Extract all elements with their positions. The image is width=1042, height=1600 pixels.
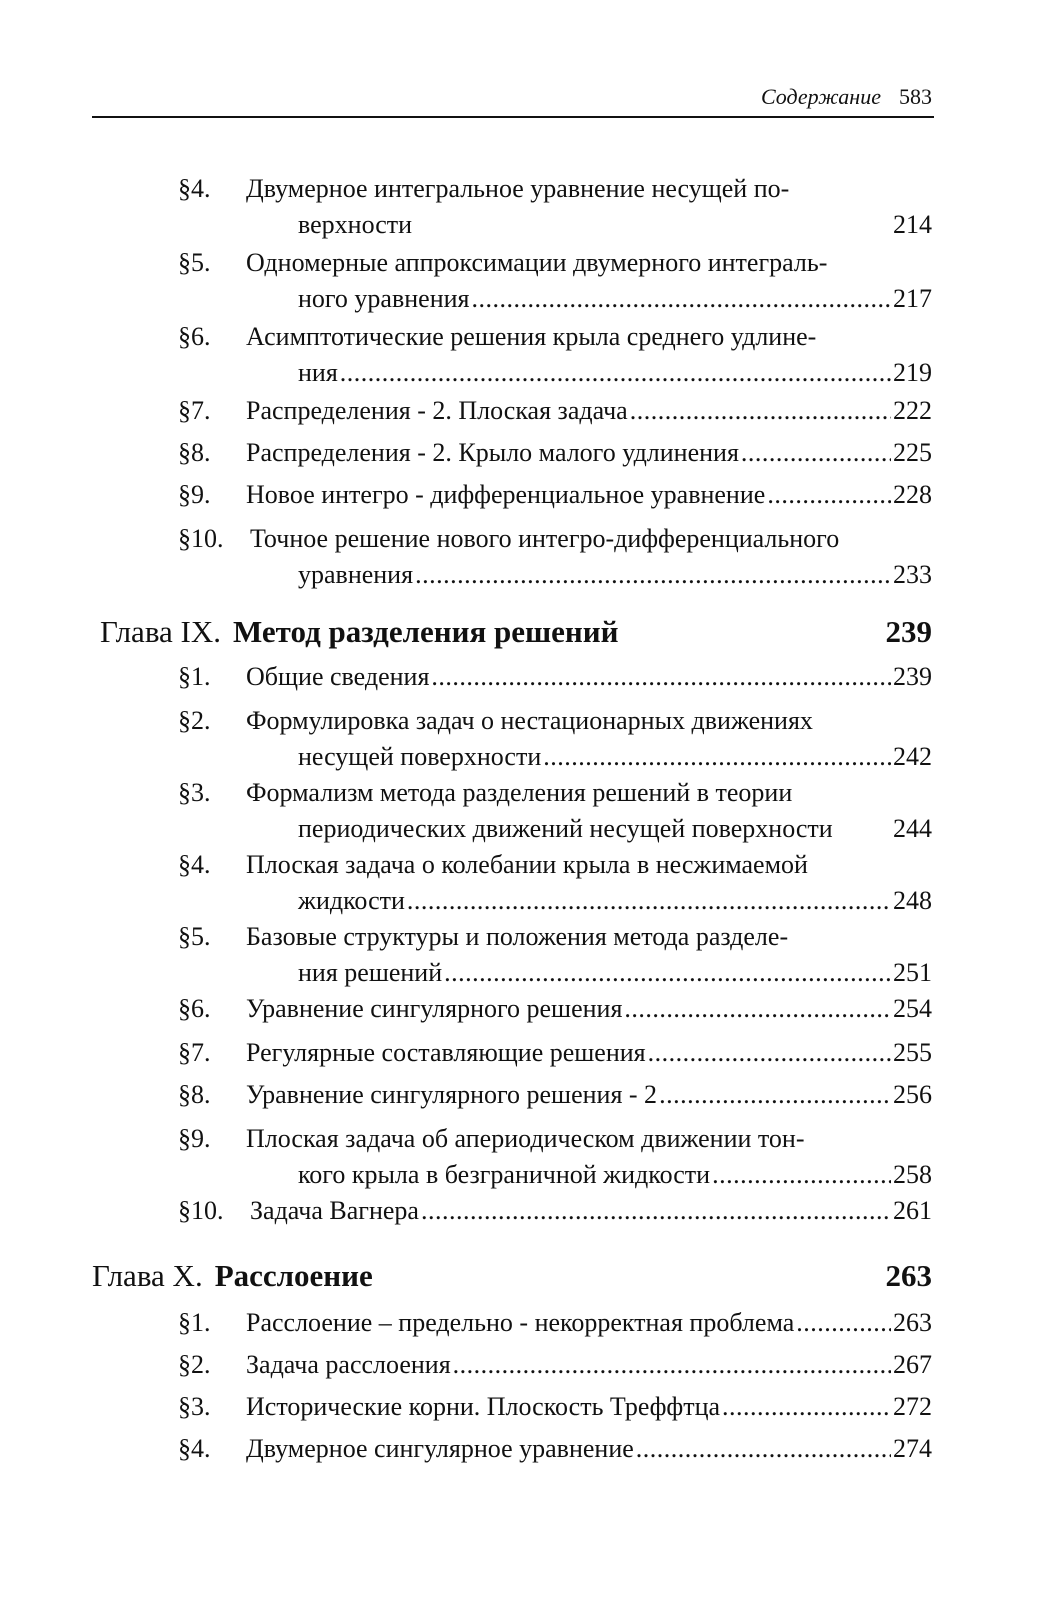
section-number: §4. (178, 174, 211, 203)
section-number: §2. (178, 1350, 211, 1379)
entry-title: Асимптотические решения крыла среднего удлине- (246, 322, 817, 351)
entry-title: Формулировка задач о нестационарных движениях (246, 706, 813, 735)
section-number: §6. (178, 322, 211, 351)
section-number: §5. (178, 922, 211, 951)
entry-title: Расслоение – предельно - некорректная проблема (246, 1308, 795, 1337)
section-number: §10. (178, 524, 224, 553)
entry-title: Одномерные аппроксимации двумерного интеграль- (246, 248, 828, 277)
entry-line (246, 1432, 932, 1466)
entry-page-number: 228 (893, 480, 932, 509)
entry-title: Формализм метода разделения решений в теории (246, 778, 793, 807)
entry-title: ния (298, 358, 338, 387)
toc-entry[interactable] (178, 776, 932, 848)
entry-title: Точное решение нового интегро-дифференциального (250, 524, 840, 553)
entry-title: несущей поверхности (298, 742, 542, 771)
section-number: §8. (178, 438, 211, 467)
entry-page-number: 255 (893, 1038, 932, 1067)
entry-title: верхности (298, 210, 413, 239)
entry-page-number: 274 (893, 1434, 932, 1463)
toc-entry[interactable] (178, 522, 932, 594)
section-number: §7. (178, 396, 211, 425)
entry-line (246, 1078, 932, 1112)
entry-page-number: 219 (893, 358, 932, 387)
toc-entry[interactable] (178, 436, 932, 472)
entry-line (298, 356, 932, 390)
dot-leader (648, 1036, 891, 1070)
entry-title: Уравнение сингулярного решения - 2 (246, 1080, 658, 1109)
entry-page-number: 217 (893, 284, 932, 313)
section-number: §2. (178, 706, 211, 735)
toc-entry[interactable] (178, 1348, 932, 1384)
dot-leader (636, 1432, 891, 1466)
entry-line (298, 558, 932, 592)
entry-line (246, 920, 932, 954)
page-number: 583 (899, 84, 932, 109)
chapter-heading (92, 1256, 932, 1296)
entry-title: уравнения (298, 560, 414, 589)
section-number: §1. (178, 1308, 211, 1337)
toc-entry[interactable] (178, 848, 932, 920)
entry-line (298, 1158, 932, 1192)
toc-entry[interactable] (178, 992, 932, 1028)
entry-title: Распределения - 2. Плоская задача (246, 396, 628, 425)
entry-page-number: 225 (893, 438, 932, 467)
entry-line (246, 992, 932, 1026)
entry-line (246, 246, 932, 280)
dot-leader (415, 558, 891, 592)
toc-entry[interactable] (178, 1390, 932, 1426)
entry-line (246, 172, 932, 206)
dot-leader (712, 1158, 891, 1192)
entry-line (246, 320, 932, 354)
toc-entry[interactable] (178, 246, 932, 318)
entry-page-number: 258 (893, 1160, 932, 1189)
toc-entry[interactable] (178, 1432, 932, 1468)
toc-entry[interactable] (178, 1078, 932, 1114)
section-number: §1. (178, 662, 211, 691)
section-number: §9. (178, 480, 211, 509)
entry-line (246, 704, 932, 738)
dot-leader (444, 956, 891, 990)
entry-page-number: 261 (893, 1196, 932, 1225)
entry-line (246, 1122, 932, 1156)
toc-entry[interactable] (178, 394, 932, 430)
entry-title: Плоская задача об апериодическом движении тон- (246, 1124, 805, 1153)
entry-line (298, 208, 932, 242)
chapter-page-number: 263 (885, 1258, 932, 1293)
dot-leader (543, 740, 891, 774)
entry-title: Плоская задача о колебании крыла в несжимаемой (246, 850, 808, 879)
toc-entry[interactable] (178, 660, 932, 696)
entry-title: Исторические корни. Плоскость Треффтца (246, 1392, 721, 1421)
section-number: §8. (178, 1080, 211, 1109)
toc-entry[interactable] (178, 1306, 932, 1342)
dot-leader (741, 436, 891, 470)
entry-title: Регулярные составляющие решения (246, 1038, 646, 1067)
dot-leader (340, 356, 891, 390)
section-number: §4. (178, 1434, 211, 1463)
entry-title: Новое интегро - дифференциальное уравнение (246, 480, 766, 509)
dot-leader (421, 1194, 891, 1228)
section-number: §7. (178, 1038, 211, 1067)
entry-line (250, 522, 932, 556)
entry-title: кого крыла в безграничной жидкости (298, 1160, 711, 1189)
section-number: §6. (178, 994, 211, 1023)
section-number: §3. (178, 778, 211, 807)
entry-title: Базовые структуры и положения метода разделе- (246, 922, 789, 951)
entry-title: ного уравнения (298, 284, 470, 313)
dot-leader (767, 478, 891, 512)
dot-leader (431, 660, 891, 694)
entry-title: Двумерное сингулярное уравнение (246, 1434, 634, 1463)
section-number: §9. (178, 1124, 211, 1153)
entry-title: Уравнение сингулярного решения (246, 994, 623, 1023)
dot-leader (624, 992, 891, 1026)
toc-entry[interactable] (178, 172, 932, 244)
entry-page-number: 233 (893, 560, 932, 589)
chapter-title: Расслоение (214, 1258, 373, 1293)
entry-line (298, 812, 932, 846)
toc-entry[interactable] (178, 704, 932, 776)
toc-entry[interactable] (178, 320, 932, 392)
entry-line (298, 740, 932, 774)
entry-page-number: 263 (893, 1308, 932, 1337)
section-number: §3. (178, 1392, 211, 1421)
chapter-label: Глава X. (92, 1258, 203, 1293)
entry-page-number: 222 (893, 396, 932, 425)
entry-title: Задача расслоения (246, 1350, 451, 1379)
entry-page-number: 242 (893, 742, 932, 771)
dot-leader (453, 1348, 891, 1382)
dot-leader (472, 282, 892, 316)
toc-entry[interactable] (178, 920, 932, 992)
dot-leader (630, 394, 891, 428)
entry-title: Распределения - 2. Крыло малого удлинения (246, 438, 739, 467)
chapter-title: Метод разделения решений (233, 614, 619, 649)
entry-title: Задача Вагнера (250, 1196, 419, 1225)
section-number: §4. (178, 850, 211, 879)
entry-page-number: 267 (893, 1350, 932, 1379)
toc-entry[interactable] (178, 1036, 932, 1072)
entry-page-number: 251 (893, 958, 932, 987)
entry-title: Общие сведения (246, 662, 430, 691)
entry-page-number: 254 (893, 994, 932, 1023)
entry-line (246, 1348, 932, 1382)
entry-line (246, 660, 932, 694)
section-number: §5. (178, 248, 211, 277)
entry-page-number: 239 (893, 662, 932, 691)
toc-entry[interactable] (178, 1194, 932, 1230)
entry-line (246, 436, 932, 470)
entry-page-number: 256 (893, 1080, 932, 1109)
entry-line (250, 1194, 932, 1228)
entry-line (246, 394, 932, 428)
chapter-heading (100, 612, 932, 652)
toc-entry[interactable] (178, 1122, 932, 1194)
entry-line (298, 282, 932, 316)
entry-line (246, 848, 932, 882)
chapter-label: Глава IX. (100, 614, 222, 649)
toc-entry[interactable] (178, 478, 932, 514)
section-number: §10. (178, 1196, 224, 1225)
entry-title: периодических движений несущей поверхности (298, 814, 833, 843)
running-head-title: Содержание (760, 84, 881, 109)
entry-page-number: 244 (893, 814, 932, 843)
entry-title: Двумерное интегральное уравнение несущей по- (246, 174, 790, 203)
entry-title: жидкости (298, 886, 405, 915)
entry-line (246, 1036, 932, 1070)
entry-title: ния решений (298, 958, 443, 987)
dot-leader (796, 1306, 891, 1340)
dot-leader (407, 884, 891, 918)
entry-line (298, 956, 932, 990)
entry-page-number: 248 (893, 886, 932, 915)
entry-line (246, 776, 932, 810)
entry-page-number: 214 (893, 210, 932, 239)
entry-line (298, 884, 932, 918)
dot-leader (659, 1078, 891, 1112)
chapter-page-number: 239 (885, 614, 932, 649)
entry-line (246, 478, 932, 512)
dot-leader (722, 1390, 891, 1424)
entry-line (246, 1306, 932, 1340)
entry-line (246, 1390, 932, 1424)
entry-page-number: 272 (893, 1392, 932, 1421)
